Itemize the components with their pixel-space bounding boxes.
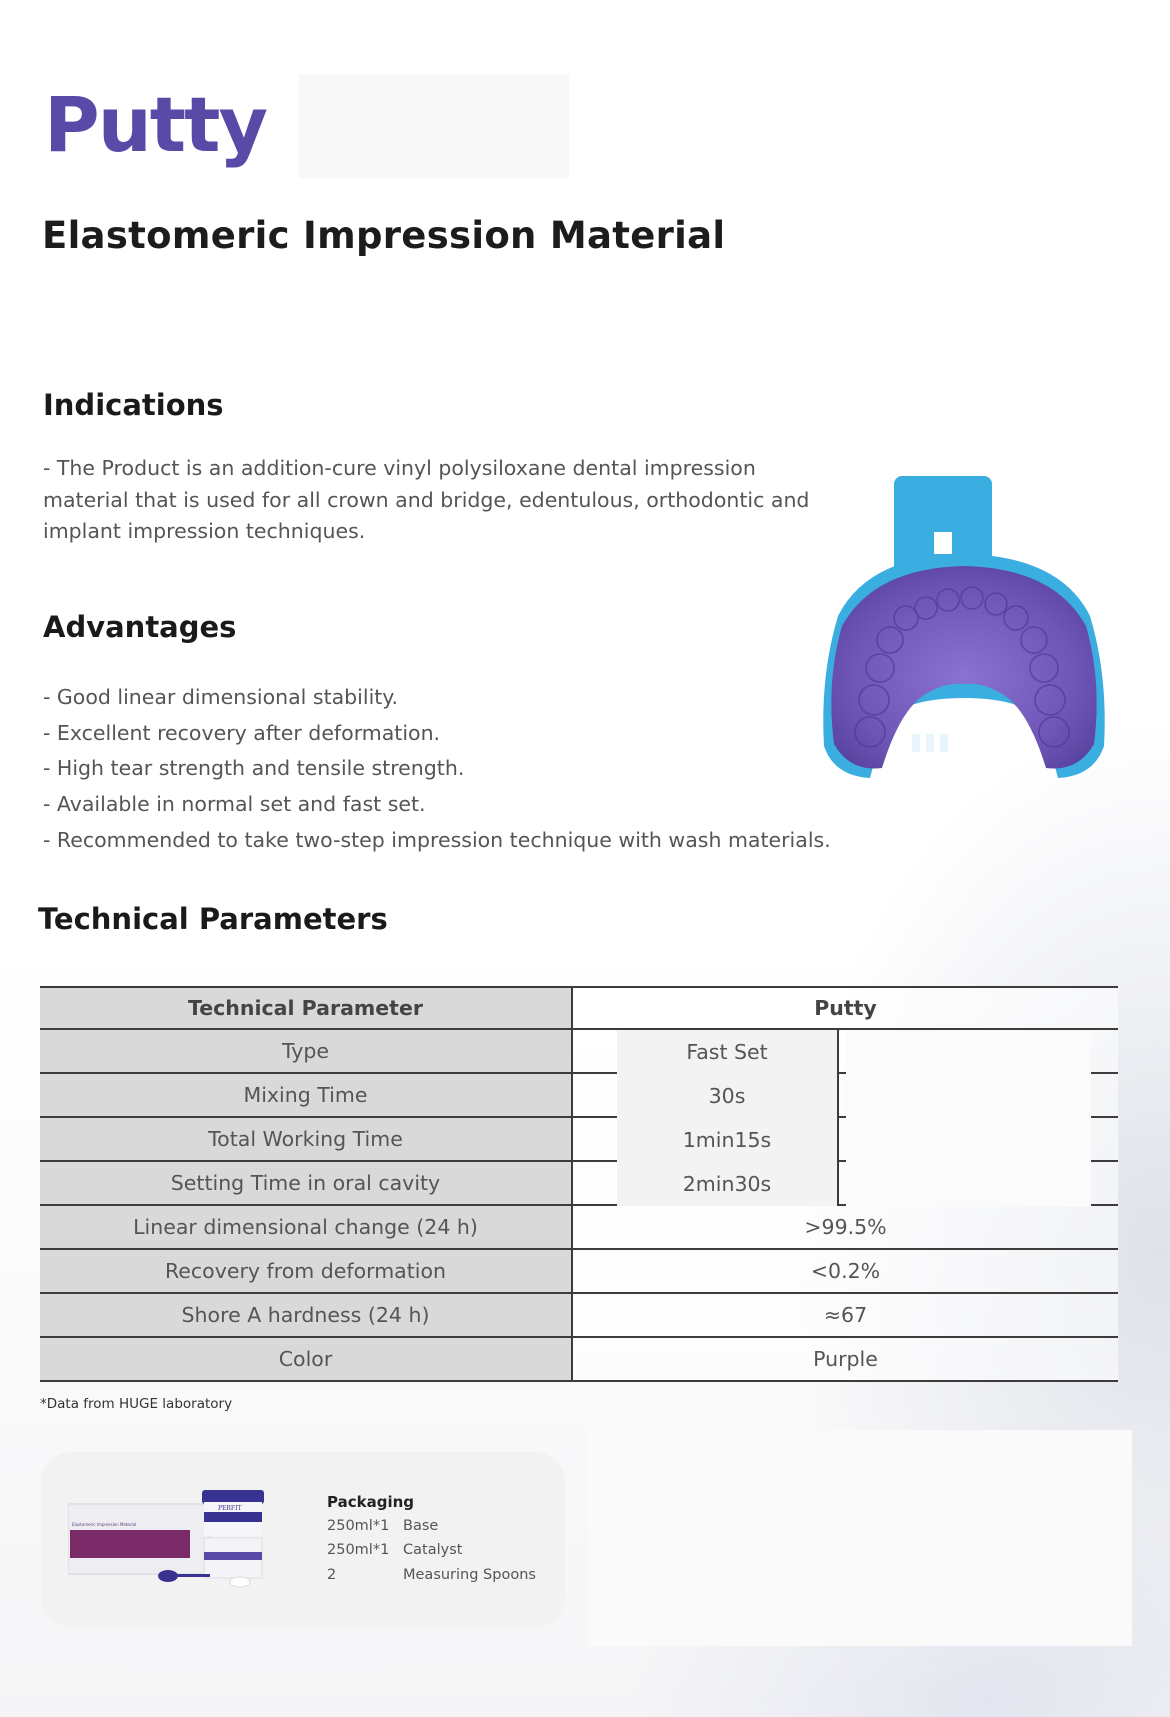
packaging-qty: 250ml*1 [327,1542,390,1558]
packaging-product-image [68,1490,278,1590]
table-footnote: *Data from HUGE laboratory [40,1396,233,1412]
blank-panel [588,1430,1132,1646]
value-cell: 30s [617,1074,839,1118]
packaging-name: Catalyst [403,1542,463,1558]
param-cell: Type [40,1030,573,1072]
param-cell: Shore A hardness (24 h) [40,1294,573,1336]
packaging-name: Base [403,1518,439,1534]
advantage-item: - Excellent recovery after deformation. [43,720,441,745]
value-cell: 1min15s [617,1118,839,1162]
advantage-item: - Good linear dimensional stability. [43,685,399,709]
title-background-patch [299,74,569,178]
jar-base [202,1490,264,1536]
box-label: Elastomeric Impression Material [72,1522,137,1527]
technical-heading: Technical Parameters [38,902,388,936]
impression-tray-image [808,476,1120,792]
packaging-item [327,1518,438,1534]
page-title: Putty [44,80,267,169]
table-row [40,1250,1118,1294]
value-cell: <0.2% [573,1250,1118,1292]
param-cell: Color [40,1338,573,1380]
value-cell: 2min30s [617,1162,839,1206]
advantage-item: - Available in normal set and fast set. [43,792,426,817]
product-box [68,1504,210,1574]
table-header-putty: Putty [573,988,1118,1028]
jar-catalyst [204,1538,262,1578]
packaging-qty: 2 [327,1567,337,1583]
table-row [40,1338,1118,1382]
packaging-item [327,1542,462,1558]
param-cell: Mixing Time [40,1074,573,1116]
value-cell: ≈67 [573,1294,1118,1336]
advantages-heading: Advantages [43,610,237,644]
packaging-item [327,1567,536,1583]
putty-impression [831,566,1096,769]
packaging-title: Packaging [327,1493,414,1511]
table-row [40,1206,1118,1250]
value-cell: Fast Set [617,1030,839,1074]
table-header-row [40,986,1118,1030]
param-cell: Total Working Time [40,1118,573,1160]
param-cell: Recovery from deformation [40,1250,573,1292]
table-blank-patch [846,1031,1091,1207]
table-row [40,1294,1118,1338]
advantages-list [43,680,843,859]
advantage-item: - High tear strength and tensile strength. [43,756,465,781]
packaging-name: Measuring Spoons [403,1567,536,1583]
indications-text: - The Product is an addition-cure vinyl polysiloxane dental impression material that is used for all crown and bridge, edentulous, orthodontic and implant impression techniques. [43,456,810,543]
value-cell: Purple [573,1338,1118,1380]
jar-label: PERFIT [218,1505,242,1512]
packaging-qty: 250ml*1 [327,1518,390,1534]
param-cell: Setting Time in oral cavity [40,1162,573,1204]
page-subtitle: Elastomeric Impression Material [42,214,726,257]
param-cell: Linear dimensional change (24 h) [40,1206,573,1248]
value-cell: >99.5% [573,1206,1118,1248]
table-header-parameter: Technical Parameter [40,988,573,1028]
indications-heading: Indications [43,388,224,422]
advantage-item: - Recommended to take two-step impression technique with wash materials. [43,827,831,852]
